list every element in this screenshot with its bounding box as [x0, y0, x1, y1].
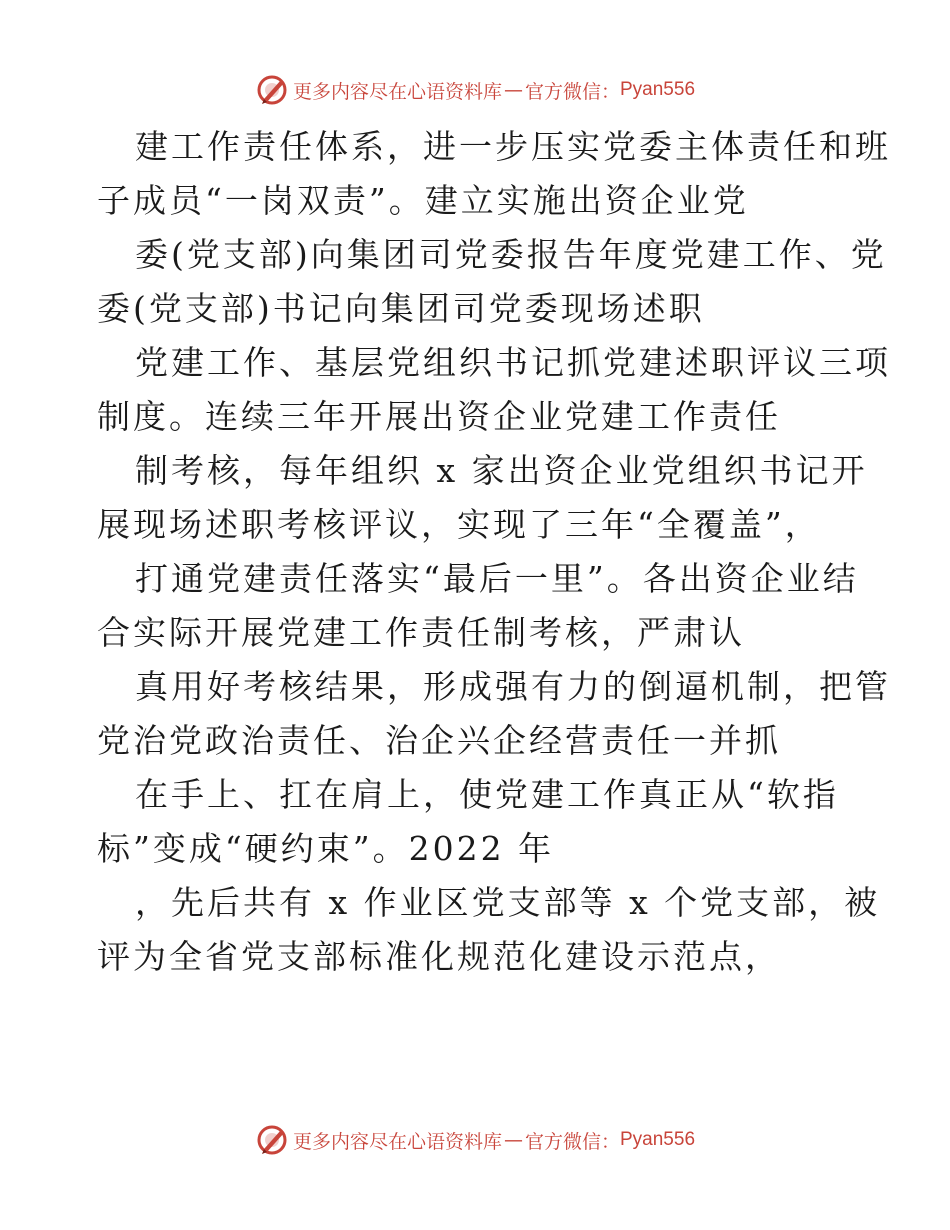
watermark-wechat-id: Pyan556 [620, 1129, 696, 1150]
text-line: 在手上、扛在肩上，使党建工作真正从“软指 [135, 775, 839, 814]
watermark-wechat-label: 官方微信： [524, 1130, 620, 1153]
text-line: 合实际开展党建工作责任制考核，严肃认 [97, 613, 745, 652]
text-line: 制度。连续三年开展出资企业党建工作责任 [97, 397, 781, 436]
watermark-dash: — [503, 79, 523, 101]
text-line: 子成员“一岗双责”。建立实施出资企业党 [97, 181, 749, 220]
watermark-site-text: 更多内容尽在心语资料库 [292, 1130, 502, 1153]
text-line: 评为全省党支部标准化规范化建设示范点， [97, 937, 781, 976]
text-line: 委(党支部)书记向集团司党委现场述职 [97, 289, 705, 328]
watermark-wechat-id: Pyan556 [620, 79, 696, 100]
text-line: 制考核，每年组织 x 家出资企业党组织书记开 [135, 451, 868, 490]
text-line: ，先后共有 x 作业区党支部等 x 个党支部，被 [135, 883, 881, 922]
text-line: 真用好考核结果，形成强有力的倒逼机制，把管 [135, 667, 891, 706]
watermark-wechat-label: 官方微信： [524, 80, 620, 103]
watermark-site-text: 更多内容尽在心语资料库 [292, 80, 502, 103]
text-line: 党建工作、基层党组织书记抓党建述职评议三项 [135, 343, 891, 382]
document-body [97, 120, 891, 984]
text-line: 展现场述职考核评议，实现了三年“全覆盖”， [97, 505, 821, 544]
header-watermark [0, 70, 950, 110]
watermark-dash: — [503, 1129, 523, 1151]
text-line: 党治党政治责任、治企兴企经营责任一并抓 [97, 721, 781, 760]
text-line: 委(党支部)向集团司党委报告年度党建工作、党 [135, 235, 887, 274]
pen-logo-icon [255, 1123, 289, 1157]
text-line: 打通党建责任落实“最后一里”。各出资企业结 [135, 559, 859, 598]
footer-watermark [0, 1120, 950, 1160]
text-line: 标”变成“硬约束”。2022 年 [97, 829, 555, 868]
text-line: 建工作责任体系，进一步压实党委主体责任和班 [135, 127, 891, 166]
pen-logo-icon [255, 73, 289, 107]
